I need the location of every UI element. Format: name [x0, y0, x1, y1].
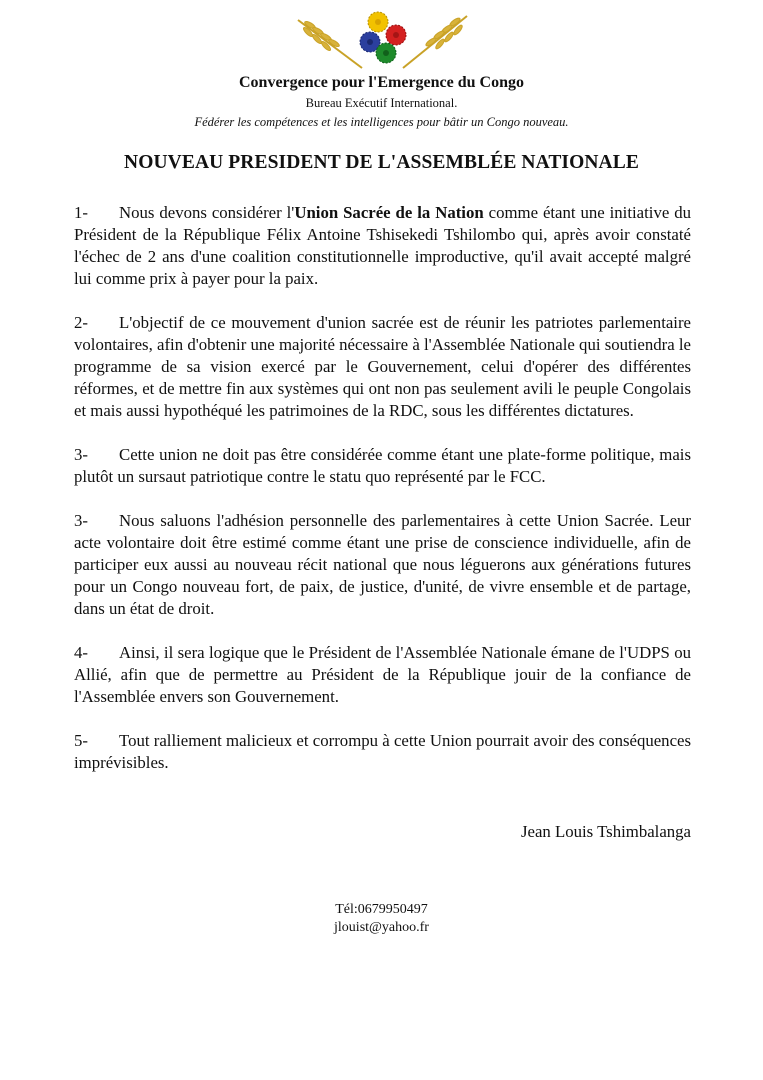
paragraph-number: 2- — [74, 313, 88, 332]
paragraph-text: Nous devons considérer l' — [119, 203, 295, 222]
paragraph-5 — [74, 642, 691, 708]
bureau-label: Bureau Exécutif International. — [305, 96, 458, 110]
left-wheat-icon — [298, 20, 362, 68]
flower-green-icon — [376, 43, 396, 63]
motto: Fédérer les compétences et les intelligences pour bâtir un Congo nouveau. — [194, 115, 569, 129]
logo-emblem-icon — [290, 8, 475, 76]
paragraph-text: comme étant une initiative du Président de la République Félix Antoine Tshisekedi Tshilombo qui, après avoir constaté l'échec de 2 ans d'une coalition constitutionnelle improductive, qu'il avait accepté malgré lui comme prix à payer pour la paix. — [74, 203, 691, 288]
paragraph-text: Nous saluons l'adhésion personnelle des parlementaires à cette Union Sacrée. Leur acte volontaire doit être estimé comme étant une prise de conscience individuelle, afin de participer eux aussi au nouveau récit national que nous léguerons aux générations futures pour un Congo nouveau fort, de paix, de justice, d'unité, de vivre ensemble et de partage, dans un état de droit. — [74, 511, 691, 618]
logo — [290, 8, 475, 76]
paragraph-number: 1- — [74, 203, 88, 222]
paragraph-4 — [74, 510, 691, 620]
paragraph-bold-text: Union Sacrée de la Nation — [294, 203, 484, 222]
contact-info — [0, 901, 763, 937]
paragraph-3 — [74, 444, 691, 488]
document-body — [74, 202, 691, 774]
signature: Jean Louis Tshimbalanga — [520, 822, 691, 841]
paragraph-2 — [74, 312, 691, 422]
paragraph-1 — [74, 202, 691, 290]
phone-number: Tél:0679950497 — [335, 902, 428, 917]
flower-yellow-icon — [368, 12, 388, 32]
organization-name: Convergence pour l'Emergence du Congo — [238, 74, 524, 91]
document-title: NOUVEAU PRESIDENT DE L'ASSEMBLÉE NATIONALE — [124, 152, 639, 173]
email-address: jlouist@yahoo.fr — [334, 920, 429, 935]
paragraph-number: 4- — [74, 643, 88, 662]
flower-red-icon — [386, 25, 406, 45]
paragraph-text: L'objectif de ce mouvement d'union sacrée est de réunir les patriotes parlementaire volontaires, afin d'obtenir une majorité nécessaire à l'Assemblée Nationale qui soutiendra le programme de sa vision exercé par le Gouvernement, celui d'opérer des différentes réformes, et de mettre fin aux systèmes qui ont non pas seulement avili le peuple Congolais et mais aussi hypothéqué les patrimoines de la RDC, sous les différentes dictatures. — [74, 313, 691, 420]
paragraph-text: Cette union ne doit pas être considérée comme étant une plate-forme politique, mais plutôt un sursaut patriotique contre le statu quo représenté par le FCC. — [74, 445, 691, 486]
paragraph-number: 5- — [74, 731, 88, 750]
paragraph-text: Tout ralliement malicieux et corrompu à cette Union pourrait avoir des conséquences imprévisibles. — [74, 731, 691, 772]
right-wheat-icon — [403, 16, 467, 68]
paragraph-text: Ainsi, il sera logique que le Président de l'Assemblée Nationale émane de l'UDPS ou Allié, afin que de permettre au Président de la République jouir de la confiance de l'Assemblée envers son Gouvernement. — [74, 643, 691, 706]
paragraph-6 — [74, 730, 691, 774]
paragraph-number: 3- — [74, 511, 88, 530]
paragraph-number: 3- — [74, 445, 88, 464]
